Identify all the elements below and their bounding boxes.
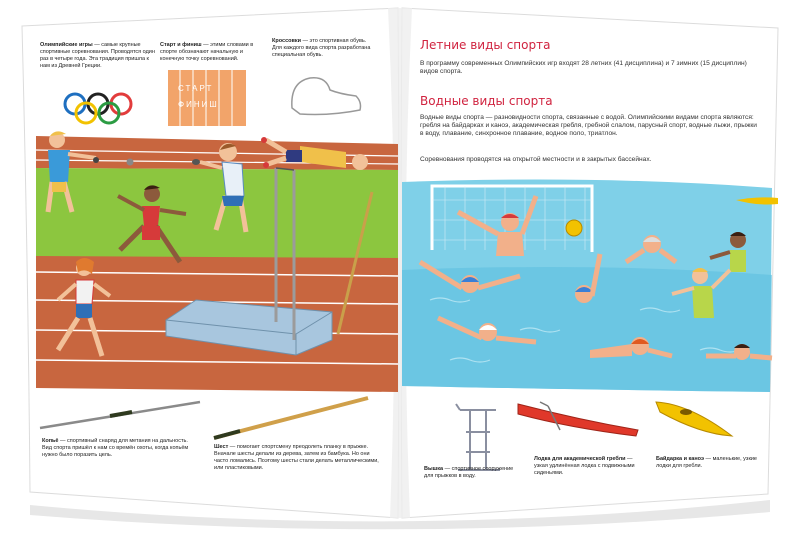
start-finish-sign: [168, 70, 246, 126]
summer-sports-title: Летние виды спорта: [420, 38, 551, 52]
olympic-games-term: Олимпийские игры: [40, 42, 93, 48]
sneakers-term: Кроссовки: [272, 38, 301, 44]
pole-definition: — помогает спортсмену преодолеть планку в прыжке. Вначале шесты делали из дерева, затем из бамбука. Но они часто ломались. Поэтому шесты стали делать металлическими, или пластиковыми.: [214, 444, 379, 471]
water-polo-ball: [566, 220, 582, 236]
pole-note: [214, 444, 384, 472]
olympic-games-definition: — самые крупные спортивные соревнования. Проводятся один раз в четыре года. Эта традиция пришла к нам из Древней Греции.: [40, 42, 155, 69]
tower-note: [424, 466, 514, 480]
water-sports-text-2: Соревнования проводятся на открытой местности и в закрытых бассейнах.: [420, 156, 652, 163]
kayak-definition: — маленькие, узкие лодки для гребли.: [656, 456, 757, 469]
kayak-term: Байдарка и каноэ: [656, 456, 705, 462]
summer-sports-text: В программу современных Олимпийских игр входят 28 летних (41 дисциплина) и 7 зимних (15 дисциплин) видов спорта.: [420, 60, 747, 76]
rowing-boat-definition: — узкая удлинённая лодка с подвижными сиденьями.: [534, 456, 635, 476]
start-finish-definition: — этими словами в спорте обозначают начальную и конечную точку соревнований.: [160, 42, 254, 62]
pole-term: Шест: [214, 444, 229, 450]
javelin-definition: — спортивный снаряд для метания на дальность. Вид спорта пришёл к нам со времён охоты, когда копьём нужно было поразить цель.: [42, 438, 189, 458]
sign-finish-text: ФИНИШ: [178, 100, 219, 109]
sneakers-definition: — это спортивная обувь. Для каждого вида спорта разработана специальная обувь.: [272, 38, 371, 58]
tower-term: Вышка: [424, 466, 444, 472]
javelin-term: Копьё: [42, 438, 59, 444]
rowing-boat-note: [534, 456, 638, 477]
kayak-note: [656, 456, 762, 470]
javelin-note: [42, 438, 192, 459]
start-finish-note: [160, 42, 262, 63]
start-finish-term: Старт и финиш: [160, 42, 202, 48]
water-sports-text: Водные виды спорта — разновидности спорта, связанные с водой. Олимпийскими видами спорта являются: гребля на байдарках и каноэ, академическая гребля, гребной слалом, парусный спорт, водные лыжи, прыжки в воду, плавание, синхронное плавание, водное поло, триатлон.: [420, 114, 757, 138]
rowing-boat-term: Лодка для академической гребли: [534, 456, 626, 462]
tower-definition: — спортивное сооружение для прыжков в воду.: [424, 466, 514, 479]
sign-start-text: СТАРТ: [178, 84, 214, 93]
water-sports-title: Водные виды спорта: [420, 94, 553, 108]
sneakers-note: [272, 38, 376, 59]
olympic-games-note: [40, 42, 158, 70]
